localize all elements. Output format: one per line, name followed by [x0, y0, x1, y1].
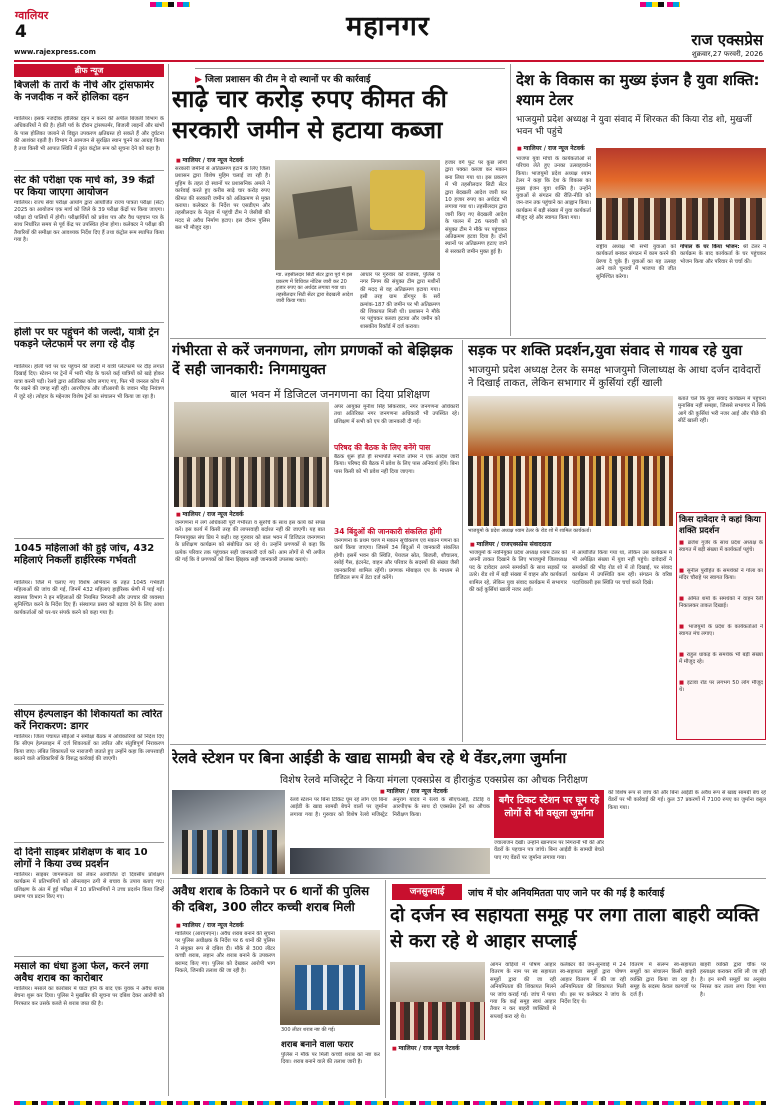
jansunwai-photo [390, 962, 485, 1040]
article-body: आधार पर गुरुवार को राजस्व, पुलिस व नगर निगम की संयुक्त टीम द्वारा मशीनों की मदद से वह अतिक्रमण हटाया गया। इसी तरह ग्राम डोंगपुर के सर्वे क्रमांक-187 की जमीन पर भी अतिक्रमण की शिकायत मिली थी। प्रशासन ने मौके पर पहुंचकर कब्जा हटाया और जमीन को शासकीय रिकॉर्ड में दर्ज कराया। [360, 272, 440, 330]
census-subtitle: 34 बिंदुओं की जानकारी संकलित होगी [334, 527, 442, 536]
photo-crowd [468, 456, 673, 526]
byline: ■ ग्वालियर / राज न्यूज नेटवर्क [176, 510, 244, 518]
bullet-icon: ■ [679, 540, 688, 546]
divider [14, 704, 164, 705]
claimant-item [679, 652, 763, 680]
divider [14, 956, 164, 957]
photo-caption: 300 लीटर शराब नष्ट की गई। [281, 1027, 336, 1033]
brief-title: सेट की परीक्षा एक मार्च को, 39 केंद्रों पर किया जाएगा आयोजन [14, 175, 155, 198]
jansunwai-kicker: जांच में घोर अनियमितता पाए जाने पर की गई है कार्रवाई [468, 888, 665, 899]
article-body: बताते चलें कि युवा संवाद कार्यक्रम में पहुंचना मुनासिब नहीं समझा, जिससे सभागार में सिर्फ आगे की कुर्सियां भरी नजर आईं और पीछे की सीटें खाली रहीं। [678, 396, 766, 425]
claimant-item [679, 568, 763, 596]
census-training-photo [174, 402, 329, 507]
brief-title: 1045 महिलाओं की हुई जांच, 432 महिलाएं निकलीं हाईरिस्क गर्भवती [14, 543, 155, 566]
photo-ground [275, 240, 440, 270]
claimant-item [679, 680, 763, 702]
page-number: 4 [15, 22, 27, 42]
photo-caption: भाजयुमो के प्रदेश अध्यक्ष श्याम टेलर के रोड शो में शामिल कार्यकर्ता। [468, 528, 592, 534]
brief-title: बिजली के तारों के नीचे और ट्रांसफार्मर के नजदीक न करें होलिका दहन [14, 80, 154, 103]
claimant-item-text: इटावा रोड पर लगभग 50 लोग मौजूद थे। [679, 680, 763, 694]
brief-title: मसाले का धंधा हुआ फेल, करने लगा अवैध शराब का कारोबार [14, 961, 149, 984]
article-body: राष्ट्रीय अध्यक्ष भी सभी युवाओं को कार्यकर्ता बनकर संगठन में काम करने की प्रेरणा दे चुके हैं। युवाओं का यह उत्साह आने वाले चुनावों में भाजपा की जीत सुनिश्चित करेगा। [596, 244, 676, 280]
article-body: बाहरी व्यक्ति द्वारा चौक पर हस्ताक्षर कराकर राशि ली जा रही है। इन सभी समूहों का अनुबंध निरस्त कर ताला लगा दिया गया है। [700, 962, 766, 998]
column-divider [462, 340, 463, 742]
bullet-icon: ■ [679, 596, 688, 602]
liquor-subtitle: शराब बनाने वाला फरार [281, 1040, 354, 1050]
article-body: भाजयुमो के नवनियुक्त प्रदेश अध्यक्ष श्याम टेलर को अपनी ताकत दिखाने के लिए भाजयुमो जिलाध्यक्ष पद के दावेदार अपने समर्थकों के साथ सड़कों पर उतरे। रोड शो में बड़ी संख्या में वाहन और कार्यकर्ता शामिल रहे, लेकिन युवा संवाद कार्यक्रम में सभागार की कई कुर्सियां खाली नजर आईं। [469, 550, 567, 594]
article-body: कलेक्टर की जन-सुनवाई में 24 स्व-सहायता समूहों द्वारा पोषण आहार वितरण में की जा रही अनियमितता की शिकायत मिली थी। इस पर कलेक्टर ने जांच के निर्देश दिए थे। [560, 962, 626, 1006]
photo-jcb [370, 170, 425, 230]
claimant-item [679, 540, 763, 568]
article-body: भाजपा युवा मोर्चा के कार्यकर्ताओं से परिचय लेते हुए उनका उत्साहवर्धन किया। भाजयुमो प्रदेश अध्यक्ष श्याम टेलर ने कहा कि देश के विकास का मुख्य इंजन युवा शक्ति है। उन्होंने युवाओं से संगठन की रीति-नीति को जन-जन तक पहुंचाने का आह्वान किया। कार्यक्रम में बड़ी संख्या में युवा कार्यकर्ता मौजूद रहे और स्वागत किया गया। [516, 156, 591, 222]
teller-side-box [680, 244, 766, 334]
claimant-item-text: अमित शर्मा के समर्थकों ने वाहन रैली निकालकर ताकत दिखाई। [679, 596, 763, 610]
claimant-box [676, 512, 766, 740]
side-title: गोपाल के घर किया भोजन: [680, 244, 740, 250]
claimant-item [679, 624, 763, 652]
photo-caption: ग्वा. तहसीलदार सिटी सेंटर द्वारा पूर्व में इस प्रकरण में विधिवत नोटिस जारी कर 20 हजार रुपए का अर्थदंड लगाया गया था। तहसीलदार सिटी सेंटर द्वारा बेदखली आदेश जारी किया गया। [276, 272, 353, 304]
census-subhead: बाल भवन में डिजिटल जनगणना का दिया प्रशिक्षण [230, 388, 430, 401]
divider [14, 322, 164, 323]
rail-headline: रेलवे स्टेशन पर बिना आईडी के खाद्य सामग्री बेच रहे थे वेंडर,लगा जुर्माना [172, 749, 567, 767]
article-body: में आयोजित किया गया था, लेकिन उस कार्यक्रम में भी अपेक्षित संख्या में युवा नहीं पहुंचे। दावेदारों ने समर्थकों की भीड़ रोड शो में तो दिखाई, पर संवाद कार्यक्रम में उपस्थिति कम रही। संगठन के वरिष्ठ पदाधिकारी इस स्थिति पर चर्चा करते दिखे। [572, 550, 672, 586]
brief-body: ग्वालियर। मसाले का कारोबार में घाटा होने के बाद एक युवक ने अवैध शराब बेचना शुरू कर दिया। पुलिस ने मुखबिर की सूचना पर दबिश देकर आरोपी को गिरफ्तार कर उसके कब्जे से शराब जब्त की है। [14, 986, 164, 1007]
liquor-seizure-photo [280, 930, 380, 1025]
road-subhead: भाजयुमो प्रदेश अध्यक्ष टेलर के समक्ष भाजयुमो जिलाध्यक्ष के आधा दर्जन दावेदारों ने दिखाई ताकत, लेकिन सभागार में कुर्सियां रहीं खाली [468, 365, 761, 389]
rail-inspection-photo [290, 848, 490, 874]
top-headline: साढ़े चार करोड़ रुपए कीमत की सरकारी जमीन से हटाया कब्जा [172, 85, 447, 144]
divider [14, 170, 164, 171]
divider [14, 538, 164, 539]
section-divider [170, 878, 766, 879]
column-divider [385, 880, 386, 1098]
brief-body: ग्वालियर। इसके नजदीक होलिका दहन न करने की अपील बिजली विभाग के अधिकारियों ने की है। होली पर्व के दौरान ट्रांसफार्मर, बिजली लाइनों और खंभों के पास होलिका जलाने से विद्युत उपकरण क्षतिग्रस्त हो सकते हैं और दुर्घटना की आशंका रहती है। विभाग ने आमजन से सुरक्षित स्थान चुनने का आग्रह किया है तथा किसी भी आपात स्थिति में तुरंत कंट्रोल रूम को सूचना देने को कहा है। [14, 116, 164, 152]
photo-audience [174, 457, 329, 507]
article-body: जनगणना में लगे अधिकारी पूरी गंभीरता व सुरुचि के साथ इस कार्य को संपन्न करें। इस कार्य में किसी तरह की लापरवाही बर्दाश्त नहीं की जाएगी। यह बात निगमायुक्त संघ प्रिय ने कही। वह गुरुवार को बाल भवन में डिजिटल जनगणना के प्रशिक्षण कार्यक्रम को संबोधित कर रहे थे। उन्होंने प्रगणकों से कहा कि प्रत्येक परिवार तक पहुंचकर सही जानकारी दर्ज करें। आम लोगों से भी अपील की गई कि वे प्रगणकों को बिना झिझक सही जानकारी उपलब्ध कराएं। [175, 520, 325, 564]
rail-subhead: विशेष रेलवे मजिस्ट्रेट ने किया मंगला एक्सप्रेस व हीराकुंड एक्सप्रेस का औचक निरीक्षण [280, 775, 588, 786]
photo-people [182, 830, 277, 874]
publication-date: शुक्रवार,27 फरवरी, 2026 [691, 50, 763, 58]
brief-title: होली पर घर पहुंचने की जल्दी, यात्री ट्रेन पकड़ने प्लेटफार्म पर लगा रहे दौड़ [14, 327, 160, 350]
section-divider [170, 338, 766, 339]
article-body: आंगन वाड़ियों में पोषण आहार वितरण के नाम पर स्व सहायता समूहों द्वारा की जा रही अनियमितता की शिकायत मिलने पर जांच कराई गई। जांच में पाया गया कि कई समूह स्वयं आहार तैयार न कर बाहरी व्यक्तियों से सप्लाई करा रहे थे। [490, 962, 556, 1020]
kicker-marker-icon: ▶ [195, 75, 202, 85]
brief-title: सीएम हेल्पलाइन की शिकायतों का त्वरित करें निराकरण: डागर [14, 709, 163, 732]
jansunwai-label: जनसुनवाई [392, 884, 462, 900]
byline: ■ ग्वालियर / राज न्यूज नेटवर्क [392, 1044, 460, 1052]
photo-drums [295, 965, 365, 1010]
teller-rally-photo [596, 148, 766, 240]
color-registration-bar [640, 2, 680, 7]
byline: ■ ग्वालियर / राजएक्सप्रेस संवाददाता [470, 540, 551, 548]
photo-people [390, 1002, 485, 1040]
masthead-left [15, 8, 135, 41]
encroachment-photo [275, 160, 440, 270]
byline: ■ ग्वालियर / राज न्यूज नेटवर्क [176, 156, 244, 164]
byline: ■ ग्वालियर / राज न्यूज नेटवर्क [380, 787, 448, 795]
masthead-rule [14, 60, 764, 62]
brief-news-label: ब्रीफ न्यूज [14, 64, 164, 77]
top-kicker [195, 68, 505, 85]
rail-station-photo [172, 790, 285, 874]
claimant-item-text: ब्रजेश गुर्जर के साथ प्रदेश अध्यक्ष के स्वागत में बड़ी संख्या में कार्यकर्ता पहुंचे। [679, 540, 763, 554]
article-body: की विशेष रूप से जांच की और बिना आईडी के अवैध रूप से खाद्य सामग्री बेच रहे वेंडरों पर भी कार्रवाई की गई। कुल 37 प्रकरणों में 7100 रुपए का जुर्माना वसूल किया गया। [608, 790, 766, 811]
divider [14, 842, 164, 843]
claimant-item [679, 596, 763, 624]
bullet-icon: ■ [679, 568, 687, 574]
brief-body: ग्वालियर। जिला पंचायत सीईओ ने समीक्षा बैठक में अधिकारियों को निर्देश दिए कि सीएम हेल्पलाइन में दर्ज शिकायतों का त्वरित और संतुष्टिपूर्ण निराकरण किया जाए। लंबित शिकायतों पर नाराजगी जताते हुए उन्होंने कहा कि लापरवाही बरतने वाले अधिकारियों के विरुद्ध कार्रवाई की जाएगी। [14, 734, 164, 763]
left-brief-column [14, 64, 164, 1096]
article-body: अपर आयुक्त मुनीश सिंह सिकरवार, नगर जनगणना अधिकारी तथा अतिरिक्त नगर जनगणना अधिकारी भी उपस्थित रहे। प्रशिक्षण में सभी को एप की जानकारी दी गई। [334, 404, 459, 425]
teller-subhead: भाजयुमो प्रदेश अध्यक्ष ने युवा संवाद में शिरकत की किया रोड शो, मुखर्जी भवन भी पहुंचे [516, 115, 752, 137]
claimant-item-text: भाजयुमो के प्रदेश के कार्यकर्ताओं ने स्वागत मंच लगाए। [679, 624, 763, 638]
byline: ■ ग्वालियर / राज न्यूज नेटवर्क [517, 144, 585, 152]
article-body: बैठक शुरू होते ही सभापति मनोज तोमर ने एक आदेश जारी किया। परिषद की बैठक में प्रवेश के लिए पास अनिवार्य होंगे। बिना पास किसी को भी प्रवेश नहीं दिया जाएगा। [334, 454, 459, 475]
brief-body: ग्वालियर। जिले में चलाए गए विशेष अभियान के तहत 1045 गर्भवती महिलाओं की जांच की गई, जिनमें 432 महिलाएं हाईरिस्क श्रेणी में पाई गईं। स्वास्थ्य विभाग ने इन महिलाओं की नियमित निगरानी और उपचार की व्यवस्था सुनिश्चित करने के निर्देश दिए हैं। संस्थागत प्रसव को बढ़ावा देने के लिए आशा कार्यकर्ताओं को घर-घर संपर्क करने को कहा गया है। [14, 580, 164, 616]
teller-headline: देश के विकास का मुख्य इंजन है युवा शक्ति: श्याम टेलर [516, 71, 760, 109]
kicker-text: जिला प्रशासन की टीम ने दो स्थानों पर की कार्रवाई [205, 75, 371, 85]
column-divider [510, 64, 511, 336]
section-divider [170, 744, 766, 745]
bullet-icon: ■ [679, 652, 687, 658]
color-registration-bar [150, 2, 190, 7]
column-divider [168, 64, 169, 1096]
bullet-icon: ■ [679, 624, 689, 630]
claimant-item-text: सुनील पुरोहित के समर्थकों ने गोला का मंदिर चौराहे पर स्वागत किया। [679, 568, 763, 582]
claimant-box-title: किस दावेदार ने कहां किया शक्ति प्रदर्शन [679, 515, 761, 536]
article-body: ग्वालियर (आरएनएन)। अवैध शराब बनाने की सूचना पर पुलिस अधीक्षक के निर्देश पर 6 थानों की पुलिस ने संयुक्त रूप से दबिश दी। मौके से 300 लीटर कच्ची शराब, लहान और शराब बनाने के उपकरण बरामद किए गए। पुलिस को देखकर आरोपी भाग निकले, जिनकी तलाश की जा रही है। [175, 931, 275, 975]
jansunwai-headline: दो दर्जन स्व सहायता समूह पर लगा ताला बाहरी व्यक्ति से करा रहे थे आहार सप्लाई [390, 905, 759, 952]
road-headline: सड़क पर शक्ति प्रदर्शन,युवा संवाद से गायब रहे युवा [468, 343, 743, 359]
census-headline: गंभीरता से करें जनगणना, लोग प्रगणकों को बेझिझक दें सही जानकारी: निगमायुक्त [172, 343, 453, 378]
liquor-headline: अवैध शराब के ठिकाने पर 6 थानों की पुलिस की दबिश, 300 लीटर कच्ची शराब मिली [172, 884, 370, 914]
article-body: हजार वर्ग फुट पर कुछ लोगों द्वारा पक्का कब्जा कर मकान बना लिया गया था। इस प्रकरण में भी तहसीलदार सिटी सेंटर द्वारा बेदखली आदेश जारी कर 10 हजार रुपए का अर्थदंड भी लगाया गया था। तहसीलदार द्वारा जारी किए गए बेदखली आदेश के पालन में 26 फरवरी को संयुक्त टीम ने मौके पर पहुंचकर अतिक्रमण हटवा दिया है। दोनों स्थानों पर अतिक्रमण हटाए जाने से सरकारी जमीन मुक्त हुई है। [445, 160, 507, 255]
paper-name: राज एक्सप्रेस [691, 31, 763, 49]
claimant-item-text: राहुल धाकड़ के समर्थक भी बड़ी संख्या में मौजूद रहे। [679, 652, 763, 666]
bullet-icon: ■ [679, 680, 688, 686]
road-show-photo [468, 396, 673, 526]
rail-highlight-box: बगैर टिकट स्टेशन पर घूम रहे लोगों से भी वसूला जुर्माना [494, 790, 604, 838]
article-body: पुलिस ने मौके पर मिली कच्ची शराब को नष्ट कर दिया। शराब बनाने वाले की तलाश जारी है। [281, 1052, 380, 1066]
color-registration-bar [14, 1101, 766, 1105]
article-body: सरकारी जमीनों से अतिक्रमण हटाने के लिए जिला प्रशासन द्वारा विशेष मुहिम चलाई जा रही है। मुहिम के तहत दो स्थानों पर प्रशासनिक अमले ने कार्रवाई करते हुए करीब साढ़े चार करोड़ रुपए कीमत की सरकारी जमीन को अतिक्रमण से मुक्त कराया। कलेक्टर के निर्देश पर एसडीएम और तहसीलदार के नेतृत्व में पहुंची टीम ने जेसीबी की मदद से अवैध निर्माण हटाए। इस दौरान पुलिस बल भी मौजूद रहा। [175, 166, 270, 232]
census-subtitle: परिषद की बैठक के लिए बनेंगे पास [334, 443, 431, 452]
masthead-city: ग्वालियर [15, 9, 49, 22]
section-title: महानगर [346, 11, 430, 42]
article-body: ज्वालाजन देखी। उन्होंने खानपान पर निगरानी भी की और वेंडरों के पहचान पत्र जांचे। बिना आईडी के सामग्री बेचते पाए गए वेंडरों पर जुर्माना लगाया गया। [494, 840, 604, 861]
side-body: श्री टेलर ने कार्यक्रम के बाद कार्यकर्ता के घर पहुंचकर भोजन किया और परिवार से चर्चा की। [680, 244, 766, 265]
brief-title: दो दिनी साइबर प्रशिक्षण के बाद 10 लोगों ने किया उच्च प्रदर्शन [14, 847, 148, 870]
article-body: जनगणना के प्रथम चरण में मकान सूचीकरण एवं मकान गणना का कार्य किया जाएगा। जिसमें 34 बिंदुओं में जानकारी संकलित होगी। इसमें भवन की स्थिति, पेयजल स्रोत, बिजली, शौचालय, रसोई गैस, इंटरनेट, वाहन और परिवार के सदस्यों की संख्या जैसी जानकारियां शामिल रहेंगी। प्रगणक मोबाइल एप के माध्यम से डिजिटल रूप में डेटा दर्ज करेंगे। [334, 538, 459, 582]
brief-body: ग्वालियर। साइबर जागरूकता को लेकर आयोजित दो दिवसीय प्रशिक्षण कार्यक्रम में प्रतिभागियों को ऑनलाइन ठगी से बचाव के उपाय बताए गए। प्रशिक्षण के अंत में हुई परीक्षा में 10 प्रतिभागियों ने उच्च प्रदर्शन किया जिन्हें प्रमाण पत्र प्रदान किए गए। [14, 872, 164, 901]
brief-body: ग्वालियर। होली पर्व पर घर पहुंचने की जल्दी में यात्री प्लेटफार्म पर दौड़ लगाते दिखाई दिए। स्टेशन पर ट्रेनों में भारी भीड़ के चलते कई यात्रियों को खड़े होकर यात्रा करनी पड़ी। रेलवे द्वारा अतिरिक्त कोच लगाए गए, फिर भी जनरल कोच में पैर रखने की जगह नहीं रही। आरपीएफ और जीआरपी के जवान भीड़ नियंत्रण में जुटे रहे। त्योहार के मद्देनजर विशेष ट्रेनों का संचालन भी किया जा रहा है। [14, 364, 164, 400]
article-body: रेलवे स्टेशन पर बिना टिकिट घूम रहे लोग एवं बिना आईडी के खाद्य सामग्री बेचने वालों पर जुर्माना लगाया गया है। गुरुवार को विशेष रेलवे मजिस्ट्रेट अनुराग यादव ने रेलवे के सीएचआई, टीटीई व आरपीएफ के साथ दो एक्सप्रेस ट्रेनों का औचक निरीक्षण किया। [290, 797, 490, 818]
photo-crowd [596, 198, 766, 240]
brief-body: ग्वालियर। राज्य सेवा परीक्षा आयोग द्वारा आयोजित राज्य पात्रता परीक्षा (सेट) 2025 का आयोजन एक मार्च को जिले के 39 परीक्षा केंद्रों पर किया जाएगा। परीक्षा दो पालियों में होगी। परीक्षार्थियों को प्रवेश पत्र और वैध पहचान पत्र के साथ निर्धारित समय से पूर्व केंद्र पर उपस्थित होना होगा। कलेक्टर ने परीक्षा की तैयारियों की समीक्षा कर आवश्यक निर्देश दिए हैं तथा कंट्रोल रूम स्थापित किया गया है। [14, 200, 164, 244]
byline: ■ ग्वालियर / राज न्यूज नेटवर्क [176, 921, 244, 929]
photo-rubble [292, 186, 358, 239]
article-body: वितरण में संलग्न स्व-सहायता समूहों का संचालन किसी बाहरी व्यक्ति द्वारा किया जा रहा है। समूह के सदस्य केवल कागजों पर दर्ज हैं। [630, 962, 696, 998]
website-url: www.rajexpress.com [14, 48, 96, 56]
